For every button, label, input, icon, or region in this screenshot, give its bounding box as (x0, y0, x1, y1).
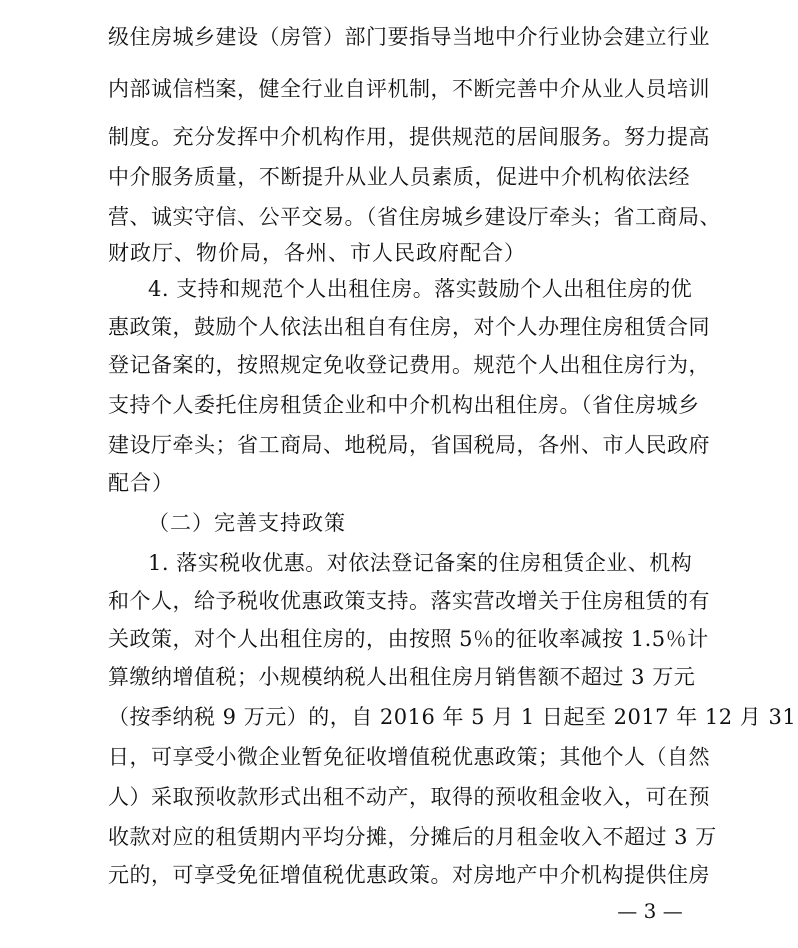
paragraph-line: 支持个人委托住房租赁企业和中介机构出租住房。（省住房城乡 (108, 393, 700, 417)
paragraph-line: 和个人，给予税收优惠政策支持。落实营改增关于住房租赁的有 (108, 589, 710, 613)
paragraph-line: 登记备案的，按照规定免收登记费用。规范个人出租住房行为， (108, 353, 710, 377)
paragraph-line: 4. 支持和规范个人出租住房。落实鼓励个人出租住房的优 (148, 277, 693, 301)
paragraph-line: 1. 落实税收优惠。对依法登记备案的住房租赁企业、机构 (148, 551, 693, 575)
paragraph-line: 中介服务质量，不断提升从业人员素质，促进中介机构依法经 (108, 165, 690, 189)
paragraph-line: 制度。充分发挥中介机构作用，提供规范的居间服务。努力提高 (108, 125, 710, 149)
section-heading: （二）完善支持政策 (148, 511, 346, 535)
paragraph-line: （按季纳税 9 万元）的，自 2016 年 5 月 1 日起至 2017 年 12 月 31 (108, 705, 797, 729)
paragraph-line: 算缴纳增值税；小规模纳税人出租住房月销售额不超过 3 万元 (108, 665, 696, 689)
page-number: — 3 — (617, 899, 683, 923)
paragraph-line: 建设厅牵头；省工商局、地税局，省国税局，各州、市人民政府 (108, 433, 710, 457)
paragraph-line: 元的，可享受免征增值税优惠政策。对房地产中介机构提供住房 (108, 863, 710, 887)
paragraph-line: 内部诚信档案，健全行业自评机制，不断完善中介从业人员培训 (108, 77, 710, 101)
paragraph-line: 营、诚实守信、公平交易。（省住房城乡建设厅牵头；省工商局、 (108, 205, 721, 229)
paragraph-line: 惠政策，鼓励个人依法出租自有住房，对个人办理住房租赁合同 (108, 315, 710, 339)
paragraph-line: 人）采取预收款形式出租不动产，取得的预收租金收入，可在预 (108, 785, 710, 809)
paragraph-line: 日，可享受小微企业暂免征收增值税优惠政策；其他个人（自然 (108, 745, 710, 769)
paragraph-line: 级住房城乡建设（房管）部门要指导当地中介行业协会建立行业 (108, 25, 710, 49)
paragraph-line: 关政策，对个人出租住房的，由按照 5％的征收率减按 1.5％计 (108, 627, 709, 651)
paragraph-line: 财政厅、物价局，各州、市人民政府配合） (108, 241, 526, 265)
paragraph-line: 配合） (108, 471, 174, 495)
paragraph-line: 收款对应的租赁期内平均分摊，分摊后的月租金收入不超过 3 万 (108, 825, 717, 849)
